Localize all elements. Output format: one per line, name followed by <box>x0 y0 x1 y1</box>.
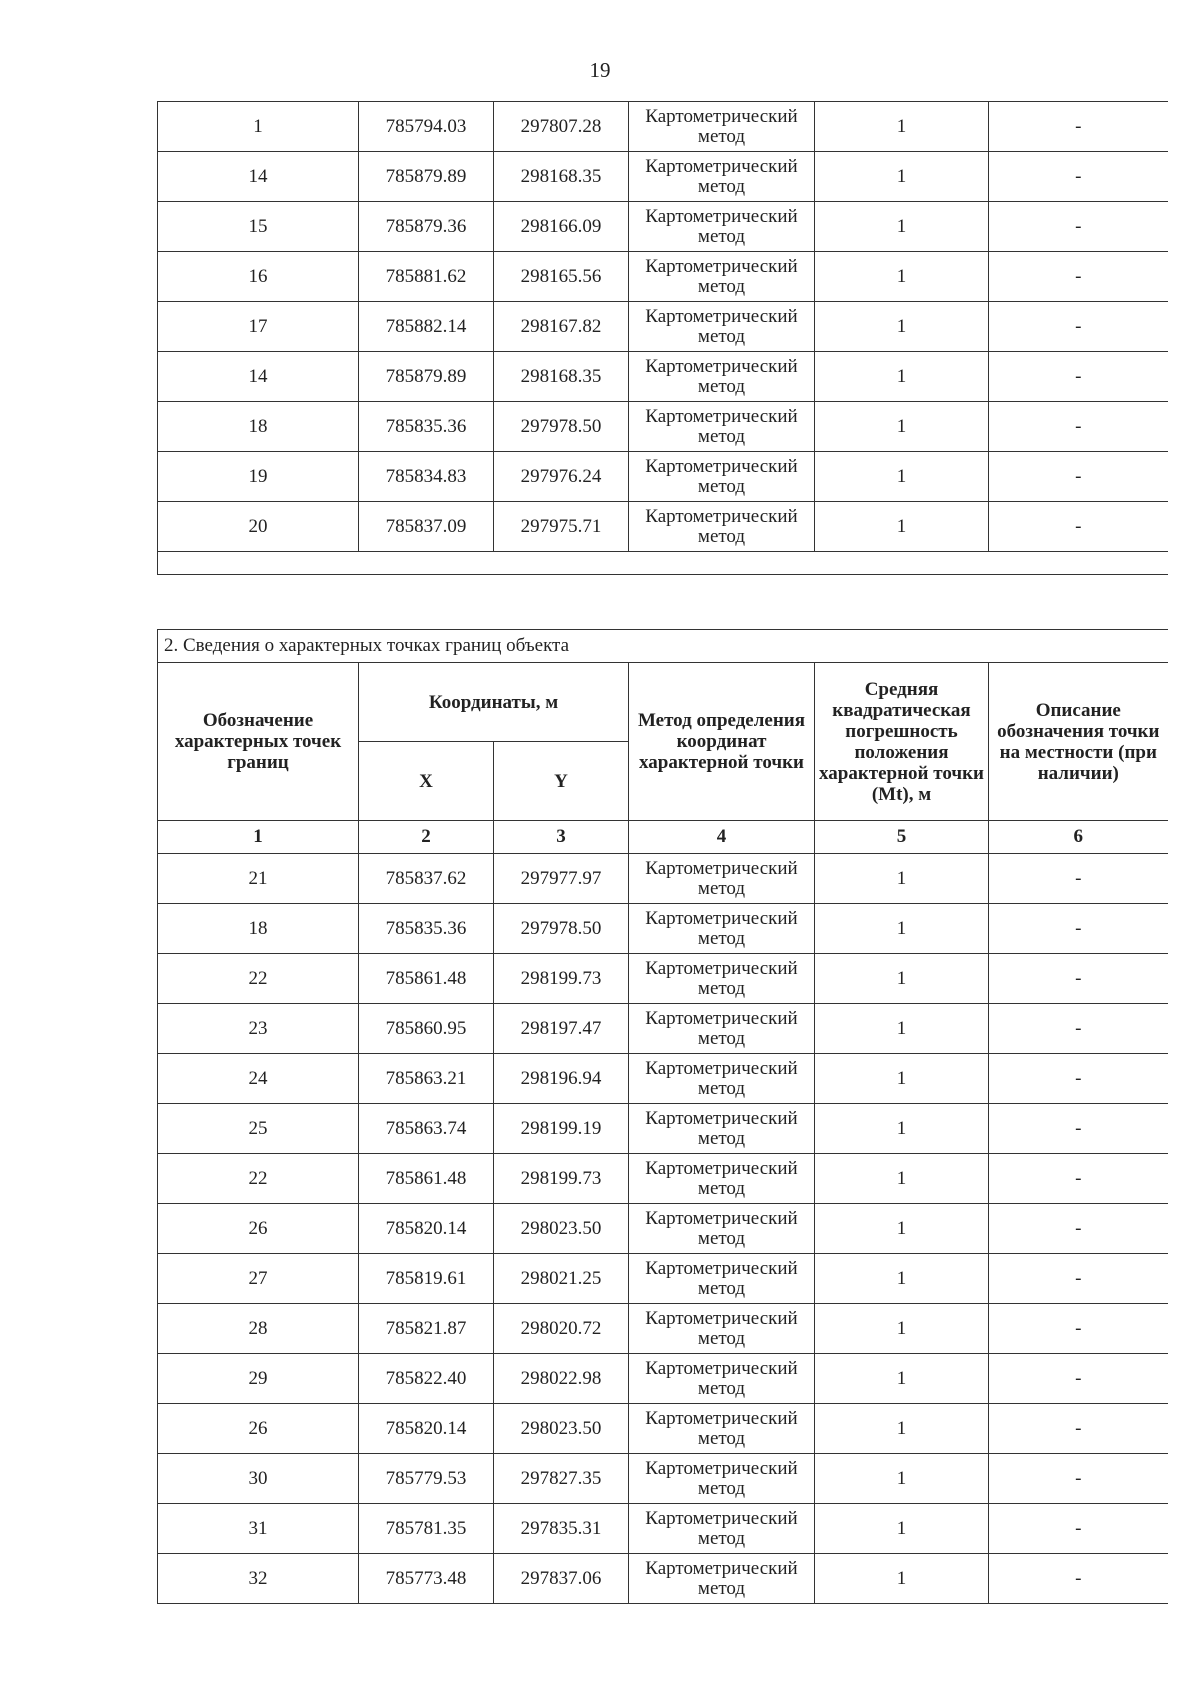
y-coordinate-cell: 298022.98 <box>494 1354 629 1404</box>
x-coordinate-cell: 785882.14 <box>359 302 494 352</box>
empty-row <box>158 552 1168 575</box>
empty-cell <box>158 552 1168 575</box>
description-cell: - <box>989 1104 1168 1154</box>
method-cell: Картометрический метод <box>629 452 815 502</box>
method-cell: Картометрический метод <box>629 1154 815 1204</box>
y-coordinate-cell: 297837.06 <box>494 1554 629 1604</box>
y-coordinate-cell: 297835.31 <box>494 1504 629 1554</box>
method-cell: Картометрический метод <box>629 1554 815 1604</box>
y-coordinate-cell: 297976.24 <box>494 452 629 502</box>
description-cell: - <box>989 1404 1168 1454</box>
table-row <box>158 1104 1168 1154</box>
x-coordinate-cell: 785881.62 <box>359 252 494 302</box>
point-cell: 20 <box>158 502 359 552</box>
error-cell: 1 <box>815 302 989 352</box>
table-row <box>158 1154 1168 1204</box>
y-coordinate-cell: 298021.25 <box>494 1254 629 1304</box>
point-cell: 31 <box>158 1504 359 1554</box>
error-cell: 1 <box>815 1454 989 1504</box>
description-cell: - <box>989 202 1168 252</box>
y-coordinate-cell: 298199.19 <box>494 1104 629 1154</box>
method-cell: Картометрический метод <box>629 1404 815 1454</box>
column-number-row <box>158 821 1168 854</box>
table-row <box>158 202 1168 252</box>
y-coordinate-cell: 298020.72 <box>494 1304 629 1354</box>
y-coordinate-cell: 297978.50 <box>494 402 629 452</box>
table-row <box>158 1254 1168 1304</box>
point-cell: 14 <box>158 152 359 202</box>
method-cell: Картометрический метод <box>629 1304 815 1354</box>
description-cell: - <box>989 904 1168 954</box>
table-row <box>158 954 1168 1004</box>
y-coordinate-cell: 298199.73 <box>494 1154 629 1204</box>
table-row <box>158 1004 1168 1054</box>
header-point: Обозначение характерных точек границ <box>158 663 359 821</box>
table-row <box>158 152 1168 202</box>
description-cell: - <box>989 954 1168 1004</box>
x-coordinate-cell: 785773.48 <box>359 1554 494 1604</box>
table-row <box>158 452 1168 502</box>
table-row <box>158 352 1168 402</box>
error-cell: 1 <box>815 402 989 452</box>
table-row <box>158 1054 1168 1104</box>
method-cell: Картометрический метод <box>629 954 815 1004</box>
point-cell: 22 <box>158 1154 359 1204</box>
table2-body <box>158 854 1168 1604</box>
point-cell: 32 <box>158 1554 359 1604</box>
table-row <box>158 1454 1168 1504</box>
point-cell: 18 <box>158 904 359 954</box>
method-cell: Картометрический метод <box>629 1054 815 1104</box>
header-x: X <box>359 742 494 821</box>
description-cell: - <box>989 1454 1168 1504</box>
point-cell: 18 <box>158 402 359 452</box>
method-cell: Картометрический метод <box>629 1504 815 1554</box>
error-cell: 1 <box>815 252 989 302</box>
x-coordinate-cell: 785860.95 <box>359 1004 494 1054</box>
header-y: Y <box>494 742 629 821</box>
error-cell: 1 <box>815 1504 989 1554</box>
x-coordinate-cell: 785820.14 <box>359 1204 494 1254</box>
description-cell: - <box>989 1154 1168 1204</box>
point-cell: 1 <box>158 102 359 152</box>
method-cell: Картометрический метод <box>629 252 815 302</box>
x-coordinate-cell: 785781.35 <box>359 1504 494 1554</box>
y-coordinate-cell: 298023.50 <box>494 1404 629 1454</box>
x-coordinate-cell: 785821.87 <box>359 1304 494 1354</box>
point-cell: 22 <box>158 954 359 1004</box>
error-cell: 1 <box>815 1354 989 1404</box>
x-coordinate-cell: 785837.62 <box>359 854 494 904</box>
point-cell: 16 <box>158 252 359 302</box>
error-cell: 1 <box>815 352 989 402</box>
error-cell: 1 <box>815 954 989 1004</box>
method-cell: Картометрический метод <box>629 1004 815 1054</box>
table-row <box>158 854 1168 904</box>
description-cell: - <box>989 352 1168 402</box>
error-cell: 1 <box>815 1554 989 1604</box>
y-coordinate-cell: 298196.94 <box>494 1054 629 1104</box>
method-cell: Картометрический метод <box>629 1454 815 1504</box>
point-cell: 28 <box>158 1304 359 1354</box>
x-coordinate-cell: 785835.36 <box>359 402 494 452</box>
method-cell: Картометрический метод <box>629 102 815 152</box>
x-coordinate-cell: 785822.40 <box>359 1354 494 1404</box>
description-cell: - <box>989 252 1168 302</box>
description-cell: - <box>989 1554 1168 1604</box>
table-row <box>158 1204 1168 1254</box>
x-coordinate-cell: 785861.48 <box>359 954 494 1004</box>
column-number: 2 <box>359 821 494 854</box>
error-cell: 1 <box>815 854 989 904</box>
x-coordinate-cell: 785835.36 <box>359 904 494 954</box>
table-row <box>158 102 1168 152</box>
error-cell: 1 <box>815 1254 989 1304</box>
y-coordinate-cell: 297975.71 <box>494 502 629 552</box>
table2-header <box>158 630 1168 854</box>
method-cell: Картометрический метод <box>629 352 815 402</box>
x-coordinate-cell: 785779.53 <box>359 1454 494 1504</box>
description-cell: - <box>989 102 1168 152</box>
point-cell: 17 <box>158 302 359 352</box>
y-coordinate-cell: 298166.09 <box>494 202 629 252</box>
error-cell: 1 <box>815 1054 989 1104</box>
column-number: 4 <box>629 821 815 854</box>
table-row <box>158 402 1168 452</box>
method-cell: Картометрический метод <box>629 904 815 954</box>
y-coordinate-cell: 298165.56 <box>494 252 629 302</box>
point-cell: 23 <box>158 1004 359 1054</box>
x-coordinate-cell: 785863.21 <box>359 1054 494 1104</box>
column-number: 6 <box>989 821 1168 854</box>
error-cell: 1 <box>815 1404 989 1454</box>
y-coordinate-cell: 298168.35 <box>494 352 629 402</box>
point-cell: 24 <box>158 1054 359 1104</box>
point-cell: 14 <box>158 352 359 402</box>
error-cell: 1 <box>815 1004 989 1054</box>
column-number: 5 <box>815 821 989 854</box>
x-coordinate-cell: 785820.14 <box>359 1404 494 1454</box>
error-cell: 1 <box>815 502 989 552</box>
y-coordinate-cell: 298197.47 <box>494 1004 629 1054</box>
method-cell: Картометрический метод <box>629 302 815 352</box>
point-cell: 26 <box>158 1204 359 1254</box>
method-cell: Картометрический метод <box>629 1104 815 1154</box>
table-row <box>158 1354 1168 1404</box>
y-coordinate-cell: 298199.73 <box>494 954 629 1004</box>
x-coordinate-cell: 785879.89 <box>359 152 494 202</box>
method-cell: Картометрический метод <box>629 1204 815 1254</box>
header-method: Метод определения координат характерной точки <box>629 663 815 821</box>
method-cell: Картометрический метод <box>629 152 815 202</box>
description-cell: - <box>989 502 1168 552</box>
description-cell: - <box>989 1504 1168 1554</box>
x-coordinate-cell: 785837.09 <box>359 502 494 552</box>
table-row <box>158 1304 1168 1354</box>
x-coordinate-cell: 785794.03 <box>359 102 494 152</box>
y-coordinate-cell: 298167.82 <box>494 302 629 352</box>
x-coordinate-cell: 785834.83 <box>359 452 494 502</box>
point-cell: 30 <box>158 1454 359 1504</box>
method-cell: Картометрический метод <box>629 502 815 552</box>
error-cell: 1 <box>815 102 989 152</box>
page-number: 19 <box>589 58 611 82</box>
description-cell: - <box>989 152 1168 202</box>
method-cell: Картометрический метод <box>629 854 815 904</box>
description-cell: - <box>989 302 1168 352</box>
coordinates-table-continued <box>157 101 1168 575</box>
description-cell: - <box>989 1004 1168 1054</box>
table-row <box>158 252 1168 302</box>
y-coordinate-cell: 297977.97 <box>494 854 629 904</box>
header-desc: Описание обозначения точки на местности (при наличии) <box>989 663 1168 821</box>
table-row <box>158 1504 1168 1554</box>
point-cell: 21 <box>158 854 359 904</box>
table-row <box>158 1404 1168 1454</box>
column-number: 1 <box>158 821 359 854</box>
error-cell: 1 <box>815 1304 989 1354</box>
table-row <box>158 302 1168 352</box>
table-row <box>158 502 1168 552</box>
point-cell: 19 <box>158 452 359 502</box>
x-coordinate-cell: 785861.48 <box>359 1154 494 1204</box>
x-coordinate-cell: 785879.89 <box>359 352 494 402</box>
method-cell: Картометрический метод <box>629 1254 815 1304</box>
y-coordinate-cell: 298168.35 <box>494 152 629 202</box>
error-cell: 1 <box>815 1204 989 1254</box>
table-row <box>158 904 1168 954</box>
description-cell: - <box>989 452 1168 502</box>
method-cell: Картометрический метод <box>629 402 815 452</box>
point-cell: 25 <box>158 1104 359 1154</box>
method-cell: Картометрический метод <box>629 202 815 252</box>
point-cell: 15 <box>158 202 359 252</box>
description-cell: - <box>989 1304 1168 1354</box>
header-coords: Координаты, м <box>359 663 629 742</box>
y-coordinate-cell: 297807.28 <box>494 102 629 152</box>
y-coordinate-cell: 298023.50 <box>494 1204 629 1254</box>
description-cell: - <box>989 1054 1168 1104</box>
x-coordinate-cell: 785863.74 <box>359 1104 494 1154</box>
description-cell: - <box>989 1254 1168 1304</box>
description-cell: - <box>989 1204 1168 1254</box>
error-cell: 1 <box>815 904 989 954</box>
y-coordinate-cell: 297978.50 <box>494 904 629 954</box>
method-cell: Картометрический метод <box>629 1354 815 1404</box>
description-cell: - <box>989 402 1168 452</box>
table-row <box>158 1554 1168 1604</box>
error-cell: 1 <box>815 452 989 502</box>
header-error: Средняя квадратическая погрешность положения характерной точки (Mt), м <box>815 663 989 821</box>
error-cell: 1 <box>815 1154 989 1204</box>
column-number: 3 <box>494 821 629 854</box>
error-cell: 1 <box>815 152 989 202</box>
x-coordinate-cell: 785819.61 <box>359 1254 494 1304</box>
point-cell: 29 <box>158 1354 359 1404</box>
boundary-points-table <box>157 629 1168 1604</box>
description-cell: - <box>989 854 1168 904</box>
point-cell: 27 <box>158 1254 359 1304</box>
description-cell: - <box>989 1354 1168 1404</box>
point-cell: 26 <box>158 1404 359 1454</box>
x-coordinate-cell: 785879.36 <box>359 202 494 252</box>
error-cell: 1 <box>815 202 989 252</box>
section-title: 2. Сведения о характерных точках границ объекта <box>158 630 1168 663</box>
table1-body <box>158 102 1168 575</box>
y-coordinate-cell: 297827.35 <box>494 1454 629 1504</box>
error-cell: 1 <box>815 1104 989 1154</box>
